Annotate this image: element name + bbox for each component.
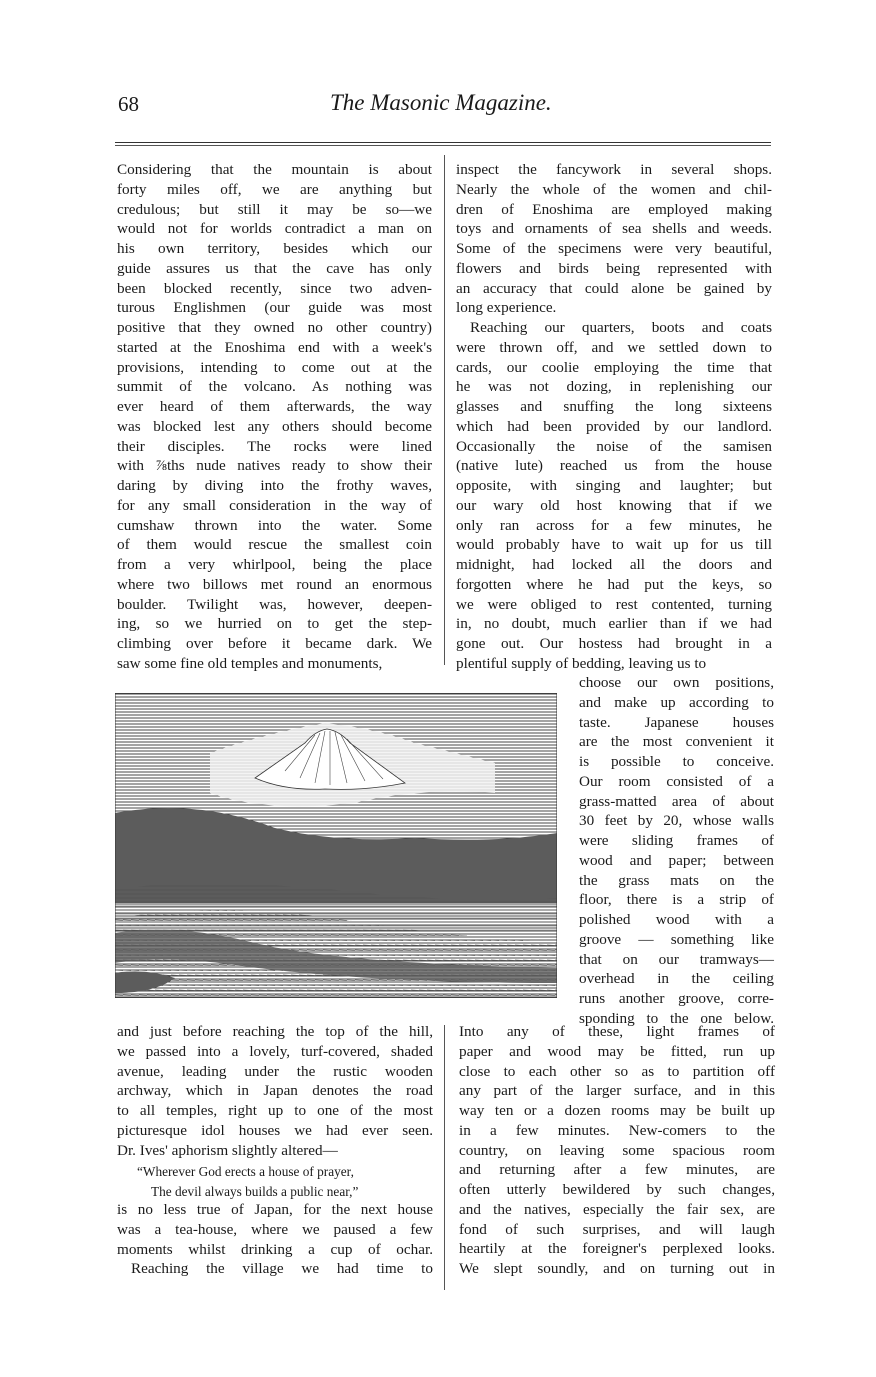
text-line: polished wood with a (579, 911, 774, 928)
running-title: The Masonic Magazine. (330, 90, 552, 115)
text-line: an accuracy that could alone be gained by (456, 279, 772, 297)
text-line: country, on leaving some spacious room (459, 1141, 775, 1159)
text-line: close to each other so as to partition off (459, 1062, 775, 1080)
text-line: taste. Japanese houses (579, 713, 774, 731)
text-line: their disciples. The rocks were lined (117, 437, 432, 455)
text-line: is possible to conceive. (579, 753, 774, 770)
text-line: We slept soundly, and on turning out in (459, 1260, 775, 1277)
column-2-beside-figure-text (579, 673, 774, 1029)
text-line: long experience. (456, 299, 557, 317)
text-line: runs another groove, corre- (579, 990, 774, 1007)
text-line: positive that they owned no other country) (117, 319, 432, 336)
text-line: flowers and birds being represented with (456, 259, 772, 277)
text-line: opposite, with singing and laughter; but (456, 477, 772, 494)
text-line: sponding to the one below. (579, 1009, 774, 1027)
mount-fuji-engraving (115, 693, 557, 998)
text-line: Reaching our quarters, boots and coats (470, 319, 772, 336)
text-line: paper and wood may be fitted, run up (459, 1042, 775, 1060)
text-line: was blocked lest any others should become (117, 417, 432, 435)
text-line: dren of Enoshima are employed making (456, 200, 772, 218)
text-line: “Wherever God erects a house of prayer, (137, 1164, 354, 1179)
column-2-bottom-text (459, 1022, 775, 1279)
page-number: 68 (118, 92, 139, 116)
text-line: are the most convenient it (579, 733, 774, 751)
text-line: 30 feet by 20, whose walls (579, 812, 774, 830)
text-line: and make up according to (579, 693, 774, 711)
text-line: for any small consideration in the way of (117, 496, 432, 514)
text-line: Considering that the mountain is about (117, 161, 432, 178)
text-line: saw some fine old temples and monuments, (117, 654, 383, 672)
text-line: glasses and snuffing the long sixteens (456, 398, 772, 415)
column-1-after-quote-text (117, 1200, 433, 1279)
column-divider-top (444, 155, 445, 665)
text-line: ever heard of them afterwards, the way (117, 398, 432, 415)
text-line: and the natives, especially the fair sex, are (459, 1200, 775, 1218)
text-line: and returning after a few minutes, are (459, 1161, 775, 1179)
text-line: we passed into a lovely, turf-covered, shaded (117, 1042, 433, 1060)
text-line: overhead in the ceiling (579, 970, 774, 988)
text-line: Reaching the village we had time to (131, 1260, 433, 1278)
text-line: midnight, had locked all the doors and (456, 556, 772, 573)
text-line: plentiful supply of bedding, leaving us to (456, 654, 707, 672)
text-line: Occasionally the noise of the samisen (456, 437, 772, 455)
text-line: picturesque idol houses we had ever seen. (117, 1121, 433, 1139)
column-divider-bottom (444, 1025, 445, 1290)
text-line: and just before reaching the top of the hill, (117, 1023, 433, 1040)
text-line: Into any of these, light frames of (459, 1023, 775, 1040)
text-line: guide assures us that the cave has only (117, 259, 432, 277)
text-line: only ran across for a few minutes, he (456, 516, 772, 534)
text-line: were sliding frames of (579, 832, 774, 849)
text-line: Dr. Ives' aphorism slightly altered— (117, 1141, 338, 1159)
text-line: wood and paper; between (579, 851, 774, 869)
text-line: (native lute) reached us from the house (456, 457, 772, 475)
engraving-image (115, 693, 557, 998)
text-line: moments whilst drinking a cup of ochar. (117, 1240, 433, 1258)
text-line: was a tea-house, where we paused a few (117, 1220, 433, 1238)
text-line: provisions, intending to come out at the (117, 358, 432, 376)
text-line: often utterly bewildered by such changes, (459, 1181, 775, 1198)
text-line: way ten or a dozen rooms may be built up (459, 1102, 775, 1119)
quotation-block (137, 1162, 427, 1202)
text-line: fond of such surprises, and will laugh (459, 1220, 775, 1238)
page-header (0, 90, 876, 130)
text-line: Nearly the whole of the women and chil- (456, 180, 772, 198)
text-line: turous Englishmen (our guide was most (117, 299, 432, 317)
column-1-top-text (117, 160, 432, 674)
text-line: toys and ornaments of sea shells and weeds. (456, 220, 772, 238)
text-line: would probably have to wait up for us till (456, 536, 772, 554)
text-line: were thrown off, and we settled down to (456, 338, 772, 356)
text-line: avenue, leading under the rustic wooden (117, 1062, 433, 1080)
text-line: our wary old host knowing that if we (456, 496, 772, 514)
text-line: heartily at the foreigner's perplexed looks. (459, 1240, 775, 1258)
text-line: with ⅞ths nude natives ready to show their (117, 457, 432, 475)
text-line: inspect the fancywork in several shops. (456, 161, 772, 178)
text-line: been blocked recently, since two adven- (117, 279, 432, 297)
text-line: grass-matted area of about (579, 792, 774, 810)
text-line: of them would rescue the smallest coin (117, 536, 432, 554)
text-line: his own territory, besides which our (117, 240, 432, 257)
text-line: credulous; but still it may be so—we (117, 200, 432, 218)
text-line: that on our tramways— (579, 950, 774, 968)
text-line: forgotten where he had put the keys, so (456, 575, 772, 593)
text-line: the grass mats on the (579, 871, 774, 889)
text-line: to all temples, right up to one of the most (117, 1102, 433, 1119)
text-line: in, no doubt, much earlier than if we had (456, 615, 772, 633)
text-line: archway, which in Japan denotes the road (117, 1082, 433, 1100)
column-1-bottom-text (117, 1022, 433, 1160)
text-line: where two billows met round an enormous (117, 575, 432, 593)
text-line: which had been provided by our landlord. (456, 417, 772, 435)
text-line: floor, there is a strip of (579, 891, 774, 909)
text-line: ing, so we hurried on to get the step- (117, 615, 432, 633)
text-line: groove — something like (579, 930, 774, 948)
text-line: climbing over before it became dark. We (117, 635, 432, 652)
text-line: gone out. Our hostess had brought in a (456, 635, 772, 652)
header-rule (115, 142, 771, 143)
text-line: cumshaw thrown into the water. Some (117, 516, 432, 534)
text-line: cards, our coolie employing the time that (456, 358, 772, 376)
text-line: any part of the larger surface, and in this (459, 1082, 775, 1100)
text-line: summit of the volcano. As nothing was (117, 378, 432, 396)
text-line: Our room consisted of a (579, 772, 774, 790)
text-line: forty miles off, we are anything but (117, 180, 432, 198)
text-line: is no less true of Japan, for the next house (117, 1201, 433, 1218)
column-2-top-text (456, 160, 772, 674)
text-line: choose our own positions, (579, 674, 774, 691)
text-line: he was not dozing, in replenishing our (456, 378, 772, 396)
text-line: from a very whirlpool, being the place (117, 556, 432, 573)
text-line: boulder. Twilight was, however, deepen- (117, 595, 432, 613)
text-line: would not for worlds contradict a man on (117, 220, 432, 238)
text-line: daring by diving into the frothy waves, (117, 477, 432, 494)
header-rule-thin (115, 145, 771, 146)
text-line: started at the Enoshima end with a week's (117, 338, 432, 356)
text-line: we were obliged to rest contented, turning (456, 595, 772, 613)
text-line: in a few minutes. New-comers to the (459, 1121, 775, 1139)
text-line: The devil always builds a public near,” (151, 1183, 359, 1199)
text-line: Some of the specimens were very beautiful, (456, 240, 772, 257)
